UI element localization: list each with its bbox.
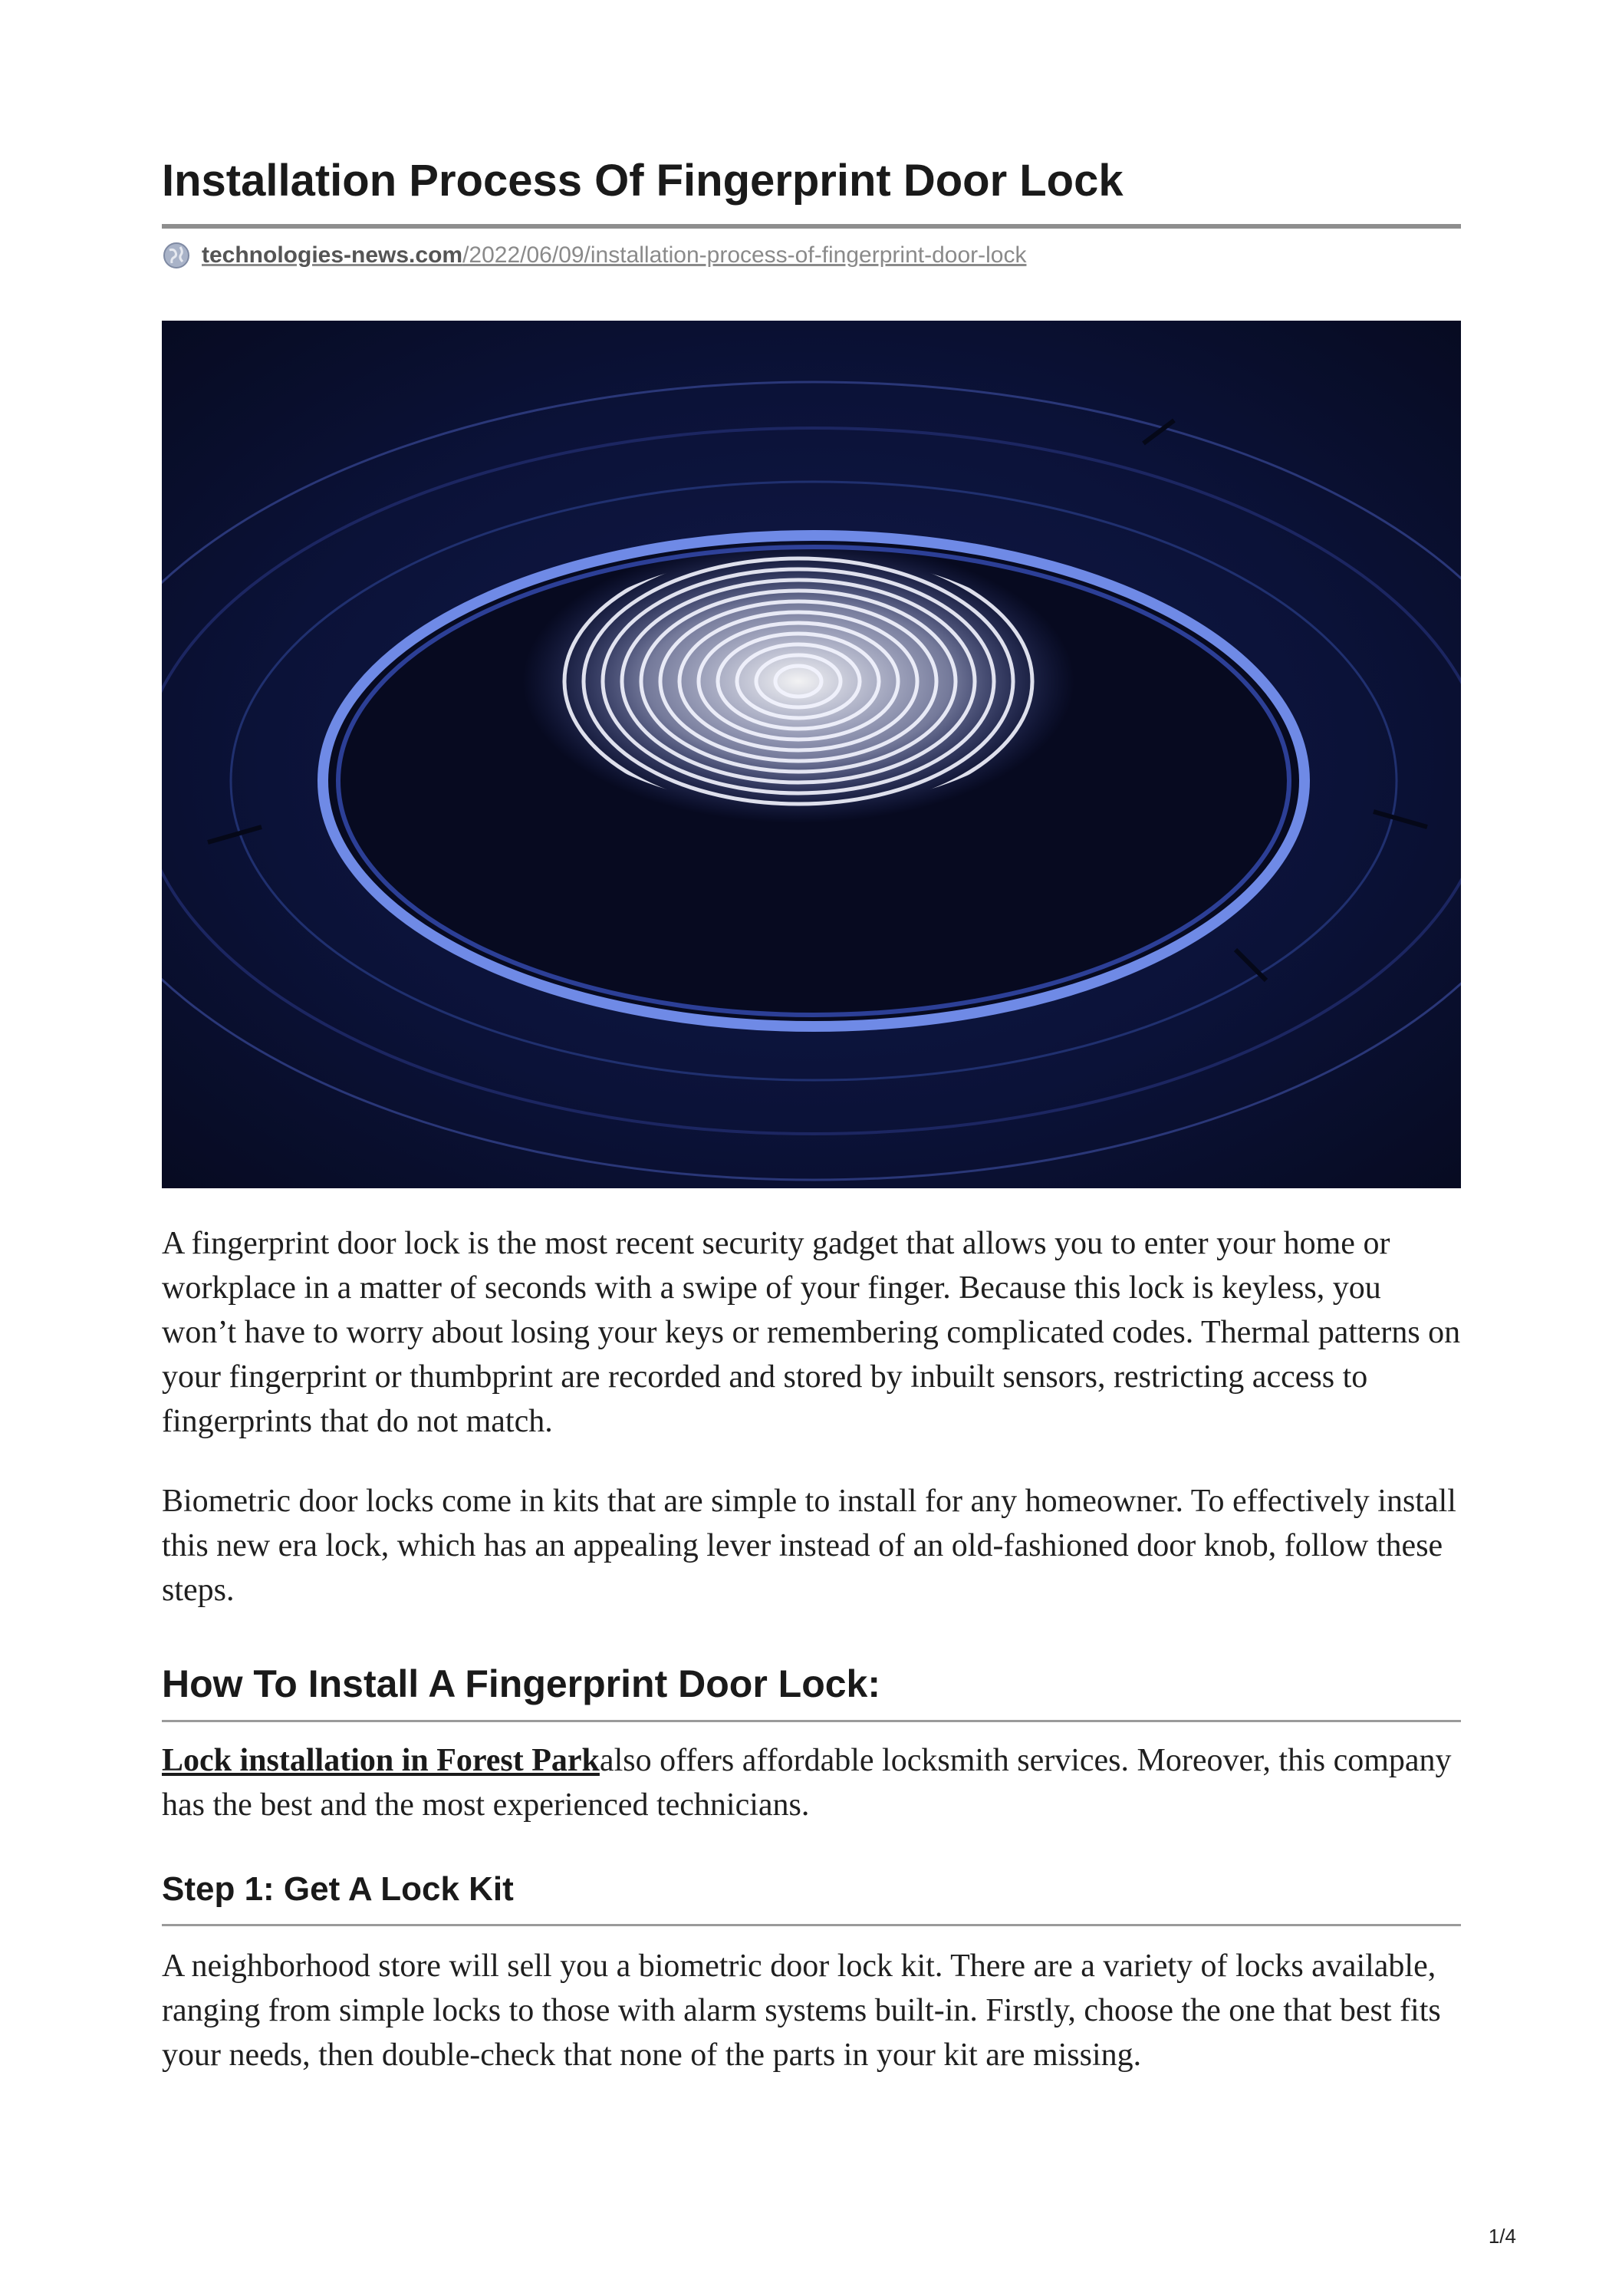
page-number: 1/4 <box>1488 2225 1516 2248</box>
source-path: /2022/06/09/installation-process-of-fingerprint-door-lock <box>462 242 1027 268</box>
step1-divider <box>162 1924 1461 1926</box>
step1-paragraph: A neighborhood store will sell you a biometric door lock kit. There are a variety of locks available, ranging from simple locks to those with alarm systems built-in. Firstly, choose the one that best fits your needs, then double-check that none of the parts in your kit are missing. <box>162 1948 1441 2073</box>
source-line <box>162 239 1026 272</box>
section-paragraph <box>162 1738 1461 1827</box>
hero-image <box>162 321 1461 1188</box>
source-domain: technologies-news.com <box>202 242 463 268</box>
title-divider <box>162 224 1461 229</box>
source-link[interactable] <box>202 242 1026 268</box>
page-title: Installation Process Of Fingerprint Door Lock <box>162 156 1124 206</box>
section-paragraph-text: also offers affordable locksmith services. Moreover, this company has the best and the most experienced technicians. <box>162 1743 1452 1823</box>
fingerprint-illustration <box>162 321 1461 1188</box>
section-divider <box>162 1720 1461 1722</box>
kits-paragraph: Biometric door locks come in kits that are simple to install for any homeowner. To effectively install this new era lock, which has an appealing lever instead of an old-fashioned door knob, follow these steps. <box>162 1484 1456 1608</box>
step1-heading: Step 1: Get A Lock Kit <box>162 1870 514 1908</box>
intro-paragraph: A fingerprint door lock is the most recent security gadget that allows you to enter your home or workplace in a matter of seconds with a swipe of your finger. Because this lock is keyless, you won’t have to worry about losing your keys or remembering complicated codes. Thermal patterns on your fingerprint or thumbprint are recorded and stored by inbuilt sensors, restricting access to fingerprints that do not match. <box>162 1226 1461 1439</box>
forest-park-link[interactable]: Lock installation in Forest Park <box>162 1743 600 1778</box>
section-heading: How To Install A Fingerprint Door Lock: <box>162 1662 881 1705</box>
globe-icon <box>162 241 191 270</box>
